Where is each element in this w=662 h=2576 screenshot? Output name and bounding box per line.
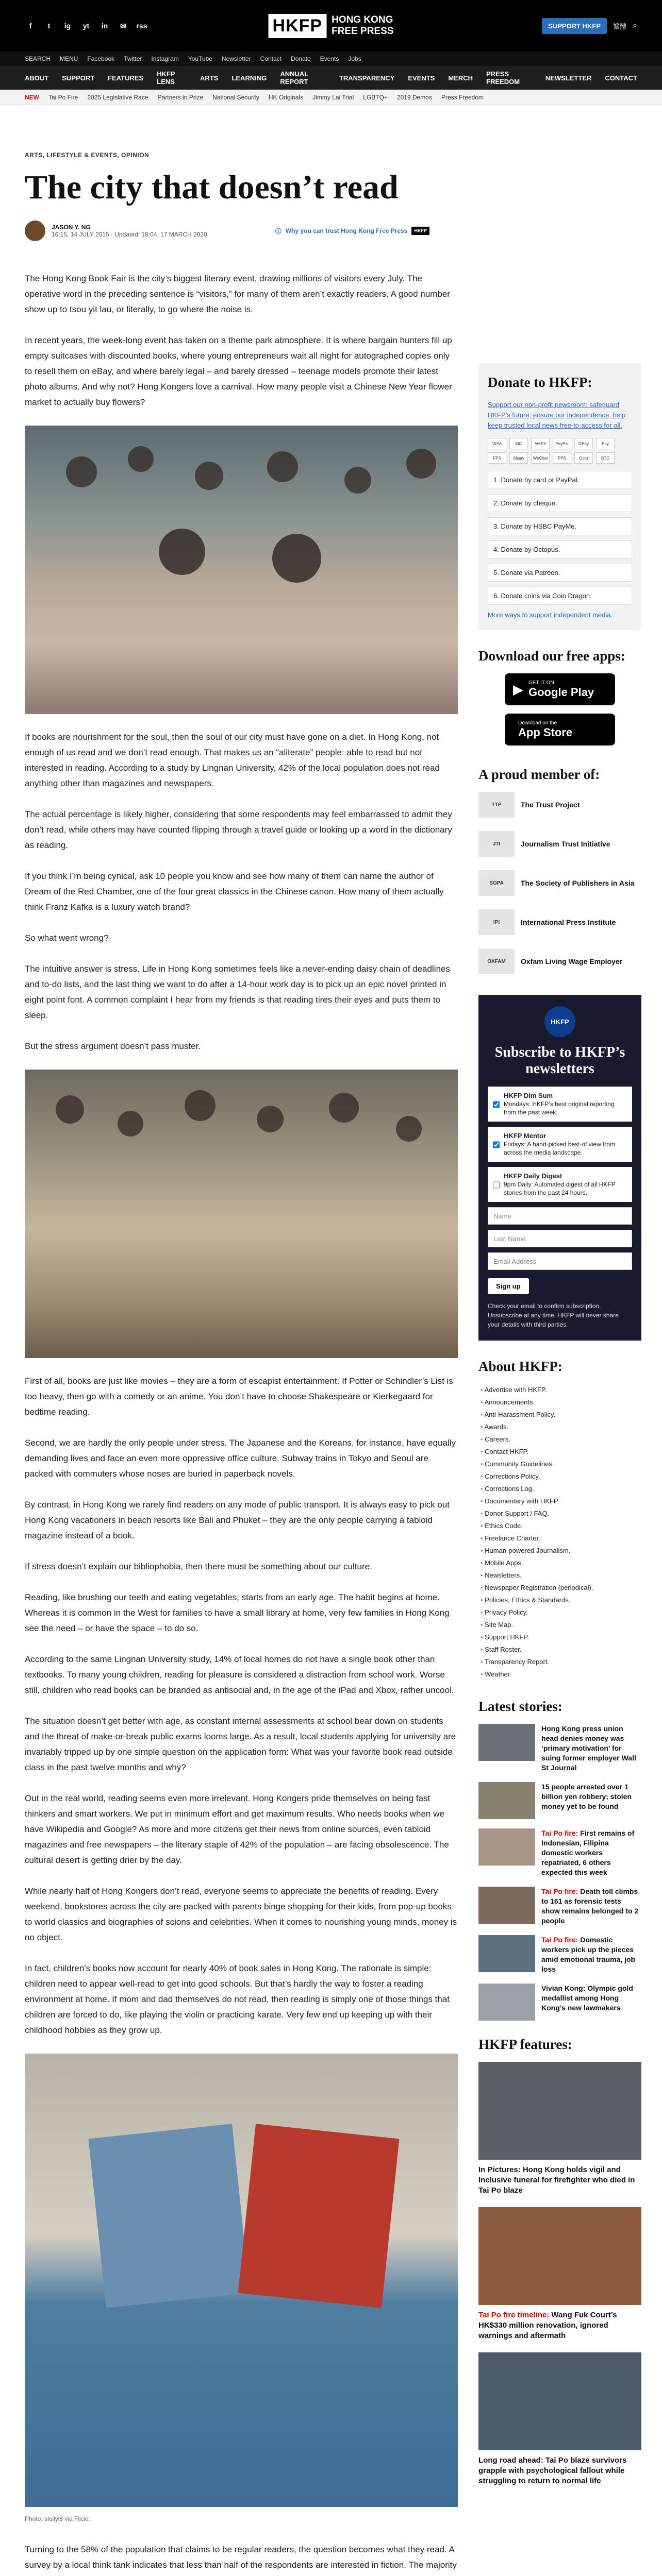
youtube-icon[interactable]: yt [82,22,90,30]
about-link[interactable]: • Site Map. [481,1619,641,1631]
main-nav-item[interactable]: CONTACT [605,74,637,82]
newsletter-checkbox[interactable] [493,1133,500,1157]
logo-line1: HONG KONG [332,14,393,25]
card-icon: FPS [488,452,506,464]
nl-name: HKFP Dim Sum [504,1092,553,1099]
story-tag: Tai Po fire: [541,1936,581,1944]
info-icon: ⓘ [275,227,282,235]
about-link[interactable]: • Announcements. [481,1396,641,1409]
trending-item[interactable]: Tai Po Fire [48,93,78,101]
card-icon: BTC [596,452,615,464]
about-link[interactable]: • Contact HKFP. [481,1446,641,1458]
main-nav-item[interactable]: ANNUAL REPORT [280,70,308,86]
article-body [25,271,458,2576]
about-link[interactable]: • Corrections Policy. [481,1470,641,1483]
article-dates: 16:15, 14 JULY 2015 · Updated: 18:04, 17 MARCH 2020 [52,231,207,238]
nl-name: HKFP Mentor [504,1132,547,1140]
member-item[interactable] [478,831,641,857]
main-nav-item[interactable]: EVENTS [408,74,435,82]
trending-item[interactable]: HK Originals [268,93,304,101]
app-store-button[interactable] [505,714,615,745]
main-nav-item[interactable]: NEWSLETTER [545,74,592,82]
main-nav-item[interactable]: TRANSPARENCY [339,74,395,82]
author-avatar [25,221,45,241]
trending-item[interactable]: LGBTQ+ [363,93,388,101]
paragraph: Reading, like brushing our teeth and eating vegetables, starts from an early age. The habit begins at home. Whereas it is common in the West for families to have a small library at home, very few families in Hong Kong see the need – or have the space – to do so. [25,1592,450,1633]
book-fair-photo [25,426,458,714]
member-logo: TTP [478,792,515,818]
site-logo[interactable] [269,14,394,38]
about-section [478,1358,641,1681]
nl-desc: Fridays: A hand-picked best-of view from across the media landscape. [504,1141,616,1156]
about-link[interactable]: • Newspaper Registration (periodical). [481,1582,641,1594]
card-icon: Pay [596,438,615,449]
story-tag: Tai Po fire: [541,1887,581,1895]
story-title: Tai Po fire: Death toll climbs to 161 as forensic tests show remains belonged to 2 people [541,1887,639,1925]
email-field[interactable]: Email Address [488,1252,632,1270]
paragraph: According to the same Lingnan University study, 14% of local homes do not have a single book other than textbooks. To many young children, reading for pleasure is considered a distraction from school work. Worse still, children who read books can be branded as antisocial and, in the age of the iPad and Xbox, rather uncool. [25,1654,454,1695]
newsletter-note: Check your email to confirm subscription. Unsubscribe at any time. HKFP will never share your details with third parties. [488,1302,619,1328]
about-link[interactable]: • Community Guidelines. [481,1458,641,1470]
play-icon: ▶ [513,681,523,697]
trust-label: Why you can trust Hong Kong Free Press [285,227,408,234]
member-name: International Press Institute [521,918,616,926]
about-link[interactable]: • Support HKFP. [481,1631,641,1643]
email-icon[interactable]: ✉ [120,21,126,30]
about-link[interactable]: • Policies, Ethics & Standards. [481,1594,641,1606]
more-ways-link[interactable]: More ways to support independent media. [488,611,613,619]
features-title: HKFP features: [478,2037,572,2052]
trending-item[interactable]: Press Freedom [441,93,484,101]
linkedin-icon[interactable]: in [101,22,108,30]
rss-icon[interactable]: rss [136,22,147,30]
story-title: 15 people arrested over 1 billion yen robbery; stolen money yet to be found [541,1783,632,1810]
donate-title: Donate to HKFP: [488,375,592,390]
last-name-field[interactable]: Last Name [488,1230,632,1247]
newsletter-option[interactable] [488,1087,632,1122]
about-link[interactable]: • Newsletters. [481,1569,641,1582]
feature-title[interactable]: In Pictures: Hong Kong holds vigil and Inclusive funeral for firefighter who died in Tai Po blaze [478,2165,635,2195]
about-title: About HKFP: [478,1359,562,1374]
story-tag: Tai Po fire: [541,1829,581,1837]
paragraph: But the stress argument doesn’t pass muster. [25,1041,201,1051]
main-nav-item[interactable]: HKFP LENS [157,70,175,86]
paragraph: Turning to the 58% of the population that claims to be regular readers, the question becomes what they read. A survey by a local think tank indicates that less than half of the respondents are interested in fiction. The majority [25,2545,457,2570]
about-link[interactable]: • Awards. [481,1421,641,1433]
about-link[interactable]: • Ethics Code. [481,1520,641,1532]
article-categories[interactable]: ARTS, LIFESTYLE & EVENTS, OPINION [25,151,150,159]
twitter-icon[interactable]: t [47,22,51,30]
trending-bar [0,90,662,105]
utility-nav [0,52,662,66]
trending-item[interactable]: National Security [212,93,259,101]
newsletter-card [478,995,641,1341]
paragraph: In fact, children’s books now account for nearly 40% of book sales in Hong Kong. The rationale is simple: children need to appear well-read to get into good schools. But that’s hardly the way to foster a reading environment at home. If mom and dad themselves do not read, then reading is simply one of those things that children are forced to do, like playing the violin or practicing karate. Very few end up keeping up with their childhood hobbies as they grow up. [25,1963,450,2035]
nav1-item[interactable]: SEARCH [25,55,51,62]
about-link[interactable]: • Documentary with HKFP. [481,1495,641,1507]
member-name: Oxfam Living Wage Employer [521,957,623,965]
nav1-item[interactable]: Twitter [124,55,142,62]
member-item[interactable] [478,792,641,818]
member-name: The Society of Publishers in Asia [521,879,635,887]
logo-box: HKFP [269,14,327,38]
card-icon: GPay [574,438,593,449]
google-small: GET IT ON [528,680,554,686]
apple-small: Download on the [518,720,557,726]
trending-item[interactable]: 2025 Legislative Race [87,93,148,101]
donate-text [488,400,632,431]
paragraph: In recent years, the week-long event has taken on a theme park atmosphere. It is where bargain hunters fill up empty suitcases with discounted books, where young entrepreneurs wait all night for autographed copies only to resell them on eBay, and where barely legal – and barely dressed – teenage models promote their latest photo albums. And why not? Hong Kongers love a carnival. How many people visit a Chinese New Year flower market to actually buy flowers? [25,335,452,407]
about-link[interactable]: • Donor Support / FAQ. [481,1507,641,1520]
nl-desc: 9pm Daily: Automated digest of all HKFP stories from the past 24 hours. [504,1181,616,1196]
latest-section [478,1698,641,2021]
paragraph: By contrast, in Hong Kong we rarely find readers on any mode of public transport. It is always easy to pick out Hong Kong vacationers in beach resorts like Bali and Phuket – they are the only people carrying a tabloid magazine instead of a book. [25,1500,450,1540]
paragraph: While nearly half of Hong Kongers don’t read, everyone seems to appreciate the benefits of reading. Every weekend, bookstores across the city are packed with parents binge shopping for their kids, from pop-up books to world classics and biographies of scions and celebrities. When it comes to nourishing young minds, money is no object. [25,1886,457,1942]
paragraph: Second, we are hardly the only people under stress. The Japanese and the Koreans, for instance, have equally demanding lives and face an even more oppressive office culture. Subway trains in Tokyo and Seoul are packed with commuters whose noses are buried in paperback novels. [25,1438,456,1479]
latest-list [478,1724,641,2021]
trust-logo: HKFP [411,227,429,235]
paragraph: First of all, books are just like movies – they are a form of escapist entertainment. If Potter or Schindler’s List is too heavy, then go with a comedy or an anime. You don’t have to choose Shakespeare or Kierkegaard for bedtime reading. [25,1376,453,1417]
facebook-icon[interactable]: f [29,22,32,30]
name-field[interactable]: Name [488,1207,632,1225]
article-main [25,151,458,2576]
trending-item[interactable]: 2019 Demos [396,93,432,101]
newsletter-title: Subscribe to HKFP’s newsletters [494,1044,625,1077]
feature-image[interactable] [478,2062,641,2160]
main-nav-item[interactable]: MERCH [448,74,473,82]
donate-link[interactable]: Support our non-profit newsroom: safeguard HKFP’s future, ensure our independence, help keep trusted local news free-to-access for all. [488,401,626,429]
main-nav-item[interactable]: FEATURES [108,74,144,82]
paragraph: If stress doesn’t explain our bibliophobia, then there must be something about our culture. [25,1562,372,1571]
newsletter-option[interactable] [488,1127,632,1162]
book-stall-photo [25,1070,458,1358]
member-logo: SOPA [478,870,515,896]
nav1-item[interactable]: Contact [260,55,282,62]
feature-tag: Tai Po fire timeline: [478,2311,552,2319]
main-nav-item[interactable]: LEARNING [231,74,267,82]
sidebar [478,363,641,2576]
apps-title: Download our free apps: [478,648,625,664]
reader-photo [25,2054,458,2507]
nav1-item[interactable]: Facebook [87,55,115,62]
search-icon[interactable]: ⌕ [633,21,637,30]
story-thumbnail [478,1782,535,1819]
member-item[interactable] [478,948,641,974]
paragraph: Out in the real world, reading seems even more irrelevant. Hong Kongers pride themselves on being fast thinkers and smart workers. We put in minimum effort and get maximum results. Who needs books when we have Wikipedia and Google? As more and more citizens get their news from online sources, even tabloid magazines and free newspapers – the literary staple of 42% of the population – are facing obsolescence. The cultural desert is getting drier by the day. [25,1793,449,1865]
card-icon: VISA [488,438,506,449]
latest-story[interactable] [478,1724,641,1773]
card-icon: AMEX [531,438,550,449]
nav1-item[interactable]: MENU [60,55,78,62]
paragraph: The situation doesn’t get better with age, as constant internal assessments at school bear down on students and the threat of make-or-break public exams looms large. As a result, local students applying for university are invariably tripped up by one simple question on the application form: What was your favorite book read outside class in the past twelve months and why? [25,1716,456,1772]
member-name: Journalism Trust Initiative [521,840,610,848]
paragraph: If you think I’m being cynical, ask 10 people you know and see how many of them can name the author of Dream of the Red Chamber, one of the four great classics in the Chinese canon. How many of them actually think Franz Kafka is a luxury watch brand? [25,871,444,912]
top-bar [0,0,662,52]
paragraph: The intuitive answer is stress. Life in Hong Kong sometimes feels like a never-ending daisy chain of deadlines and to-do lists, and the last thing we want to do after a 14-hour work day is to pick up an epic novel printed in eight point font. A common complaint I hear from my friends is that reading tires their eyes and puts them to sleep. [25,964,450,1020]
latest-story[interactable] [478,1887,641,1926]
story-thumbnail [478,1984,535,2021]
google-big: Google Play [528,685,594,699]
newsletter-badge: HKFP [544,1006,575,1037]
story-thumbnail [478,1887,535,1924]
photo-caption: Photo: sleilyl8 via Flickr. [25,2515,91,2522]
instagram-icon[interactable]: ig [64,22,71,30]
main-nav-item[interactable]: SUPPORT [62,74,95,82]
byline [25,221,458,241]
about-link[interactable]: • Freelance Charter. [481,1532,641,1545]
latest-story[interactable] [478,1782,641,1819]
story-thumbnail [478,1935,535,1972]
story-thumbnail [478,1724,535,1761]
about-link[interactable]: • Anti-Harassment Policy. [481,1409,641,1421]
payment-cards [488,438,632,464]
about-link[interactable]: • Staff Roster. [481,1643,641,1656]
main-nav-item[interactable]: ARTS [200,74,219,82]
story-title: Vivian Kong: Olympic gold medallist among Hong Kong’s new lawmakers [541,1984,633,2012]
nl-desc: Mondays: HKFP’s best original reporting from the past week. [504,1100,615,1116]
apple-big: App Store [518,725,573,739]
nav1-item[interactable]: Instagram [151,55,179,62]
donate-option[interactable]: 5. Donate via Patreon. [488,564,632,582]
nav1-item[interactable]: Events [320,55,339,62]
member-item[interactable] [478,870,641,896]
about-link[interactable]: • Weather. [481,1668,641,1681]
about-link[interactable]: • Mobile Apps. [481,1557,641,1569]
about-link[interactable]: • Careers. [481,1433,641,1446]
story-title: Tai Po fire: First remains of Indonesian, Filipina domestic workers repatriated, 6 others expected this week [541,1829,635,1876]
social-links [25,20,147,31]
features-list [478,2062,641,2486]
member-logo: IPI [478,909,515,935]
support-button[interactable]: SUPPORT HKFP [542,18,607,34]
donate-card [478,363,641,630]
main-nav-item[interactable]: ABOUT [25,74,49,82]
donate-option[interactable]: 1. Donate by card or PayPal. [488,471,632,489]
story-title: Tai Po fire: Domestic workers pick up the pieces amid emotional trauma, job loss [541,1936,636,1973]
latest-story[interactable] [478,1984,641,2021]
card-icon: PPS [553,452,571,464]
latest-story[interactable] [478,1828,641,1877]
feature-title[interactable]: Tai Po fire timeline: Wang Fuk Court’s HK$330 million renovation, ignored warnings and aftermath [478,2311,617,2340]
card-icon: PayPal [553,438,571,449]
card-icon: Octo [574,452,593,464]
feature-image[interactable] [478,2207,641,2305]
member-logo: JTI [478,831,515,857]
card-icon: Alipay [509,452,528,464]
signup-button[interactable]: Sign up [488,1278,529,1294]
about-link[interactable]: • Transparency Report. [481,1656,641,1668]
google-play-button[interactable] [505,673,615,705]
about-link[interactable]: • Advertise with HKFP. [481,1384,641,1396]
donate-option[interactable]: 6. Donate coins via Coin Dragon. [488,587,632,605]
author-name[interactable]: JASON Y. NG [52,224,91,231]
nav1-item[interactable]: Donate [290,55,311,62]
main-nav [0,66,662,90]
new-badge: NEW [25,93,39,101]
story-title: Hong Kong press union head denies money was ‘primary motivation’ for suing former employer Wall St Journal [541,1724,636,1772]
trending-item[interactable]: Jimmy Lai Trial [312,93,354,101]
paragraph: The actual percentage is likely higher, considering that some respondents may feel embarrassed to admit they don’t read, while others may have counted flipping through a travel guide or looking up a word in the dictionary as reading. [25,809,452,850]
trending-item[interactable]: Partners in Prize [157,93,204,101]
features-section [478,2036,641,2486]
nav1-item[interactable]: YouTube [188,55,212,62]
logo-line2: FREE PRESS [332,26,394,37]
newsletter-option[interactable] [488,1167,632,1202]
article-title: The city that doesn’t read [25,168,399,206]
donate-option[interactable]: 4. Donate by Octopus. [488,540,632,558]
donate-option[interactable]: 3. Donate by HSBC PayMe. [488,517,632,535]
feature-title[interactable]: Long road ahead: Tai Po blaze survivors grapple with psychological fallout while struggling to return to normal life [478,2456,627,2485]
member-logo: OXFAM [478,948,515,974]
paragraph: The Hong Kong Book Fair is the city’s biggest literary event, drawing millions of visitors every July. The operative word in the preceding sentence is “visitors,” for many of them aren’t exactly readers. A good number show up to tsou yit lau, or literally, to go where the noise is. [25,274,450,314]
card-icon: WeChat [531,452,550,464]
latest-story[interactable] [478,1935,641,1974]
newsletter-checkbox[interactable] [493,1093,500,1116]
feature-image[interactable] [478,2352,641,2450]
about-link[interactable]: • Human-powered Journalism. [481,1545,641,1557]
story-thumbnail [478,1828,535,1866]
nl-name: HKFP Daily Digest [504,1172,562,1180]
paragraph: So what went wrong? [25,933,109,943]
nav1-item[interactable]: Newsletter [221,55,251,62]
language-toggle[interactable]: 繁體 [613,22,627,30]
donate-option[interactable]: 2. Donate by cheque. [488,494,632,512]
member-item[interactable] [478,909,641,935]
logo-text [332,14,393,37]
card-icon: MC [509,438,528,449]
nav1-item[interactable]: Jobs [348,55,361,62]
main-nav-item[interactable]: PRESS FREEDOM [486,70,520,86]
about-link[interactable]: • Privacy Policy. [481,1606,641,1619]
member-name: The Trust Project [521,801,580,809]
latest-title: Latest stories: [478,1699,562,1714]
trust-link[interactable] [275,227,429,235]
paragraph: If books are nourishment for the soul, then the soul of our city must have gone on a diet. In Hong Kong, not enough of us read and we don’t read enough. That makes us an “aliterate” people: able to read but not interested in reading. According to a study by Lingnan University, 42% of the local population does not read anything other than magazines and newspapers. [25,732,440,788]
about-link[interactable]: • Corrections Log. [481,1483,641,1495]
newsletter-checkbox[interactable] [493,1173,500,1197]
member-title: A proud member of: [478,767,600,782]
about-list [478,1384,641,1681]
